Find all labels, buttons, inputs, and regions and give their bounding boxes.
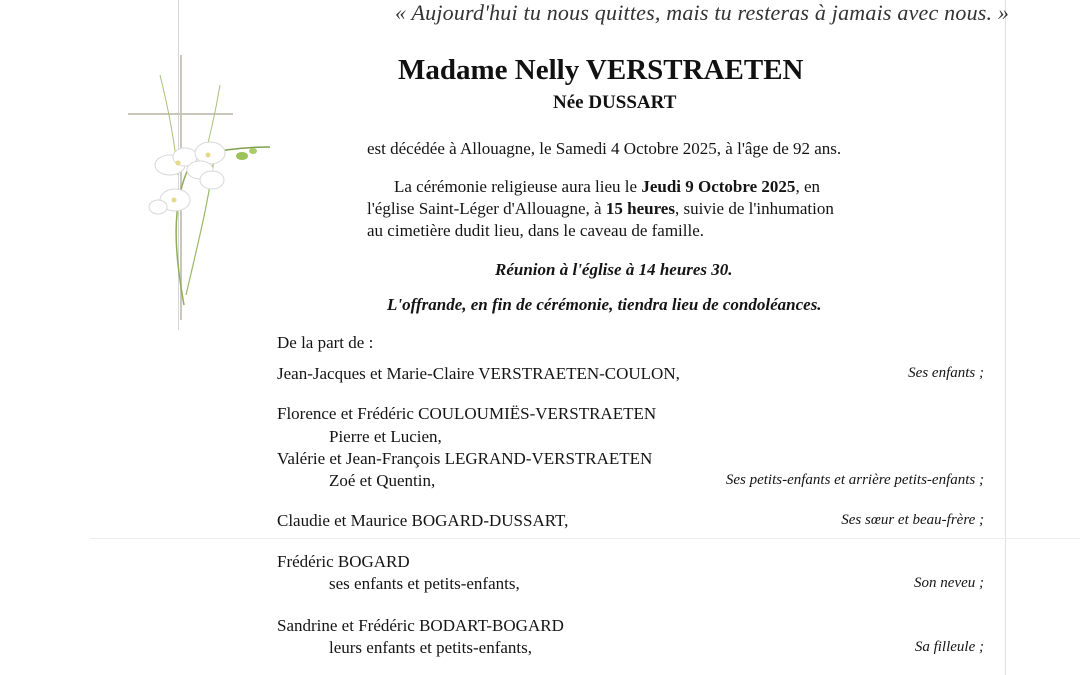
grandchildren-relation: Ses petits-enfants et arrière petits-enfants ; [725, 472, 984, 488]
children-names: Jean-Jacques et Marie-Claire VERSTRAETEN-COULON, [277, 364, 680, 383]
nephew-name: Frédéric BOGARD [277, 552, 410, 571]
ceremony-text: , en [795, 177, 820, 196]
ceremony-line-3: au cimetière dudit lieu, dans le caveau de famille. [367, 221, 705, 240]
ceremony-text: l'église Saint-Léger d'Allouagne, à [367, 199, 606, 218]
ceremony-time: 15 heures [605, 199, 675, 218]
deceased-name: Madame Nelly VERSTRAETEN [398, 54, 804, 86]
death-announcement: est décédée à Allouagne, le Samedi 4 Octobre 2025, à l'âge de 92 ans. [367, 139, 842, 158]
grandchild-family-2: Valérie et Jean-François LEGRAND-VERSTRAETEN [277, 449, 653, 468]
goddaughter-relation: Sa filleule ; [914, 639, 984, 655]
sister-names: Claudie et Maurice BOGARD-DUSSART, [277, 511, 569, 530]
cross-with-orchid-icon [120, 55, 280, 330]
from-label: De la part de : [277, 333, 374, 352]
great-grandchildren-1: Pierre et Lucien, [329, 427, 442, 446]
scan-fold-line [90, 538, 1080, 539]
goddaughter-names: Sandrine et Frédéric BODART-BOGARD [277, 616, 564, 635]
children-relation: Ses enfants ; [908, 365, 984, 381]
maiden-name: Née DUSSART [553, 92, 677, 113]
ceremony-text: , suivie de l'inhumation [674, 199, 834, 218]
ceremony-line-2 [367, 199, 834, 219]
sister-relation: Ses sœur et beau-frère ; [841, 512, 984, 528]
nephew-family: ses enfants et petits-enfants, [329, 574, 520, 593]
grandchild-family-1: Florence et Frédéric COULOUMIËS-VERSTRAETEN [277, 404, 657, 423]
ceremony-text: La cérémonie religieuse aura lieu le [394, 177, 642, 196]
offering-note: L'offrande, en fin de cérémonie, tiendra lieu de condoléances. [387, 295, 822, 314]
ceremony-line-1 [394, 177, 820, 197]
right-margin-line [1005, 0, 1006, 675]
great-grandchildren-2: Zoé et Quentin, [329, 471, 436, 490]
goddaughter-family: leurs enfants et petits-enfants, [329, 638, 532, 657]
nephew-relation: Son neveu ; [914, 575, 984, 591]
meeting-note: Réunion à l'église à 14 heures 30. [495, 260, 733, 279]
ceremony-date: Jeudi 9 Octobre 2025 [641, 177, 796, 196]
epigraph: « Aujourd'hui tu nous quittes, mais tu resteras à jamais avec nous. » [395, 0, 1010, 25]
